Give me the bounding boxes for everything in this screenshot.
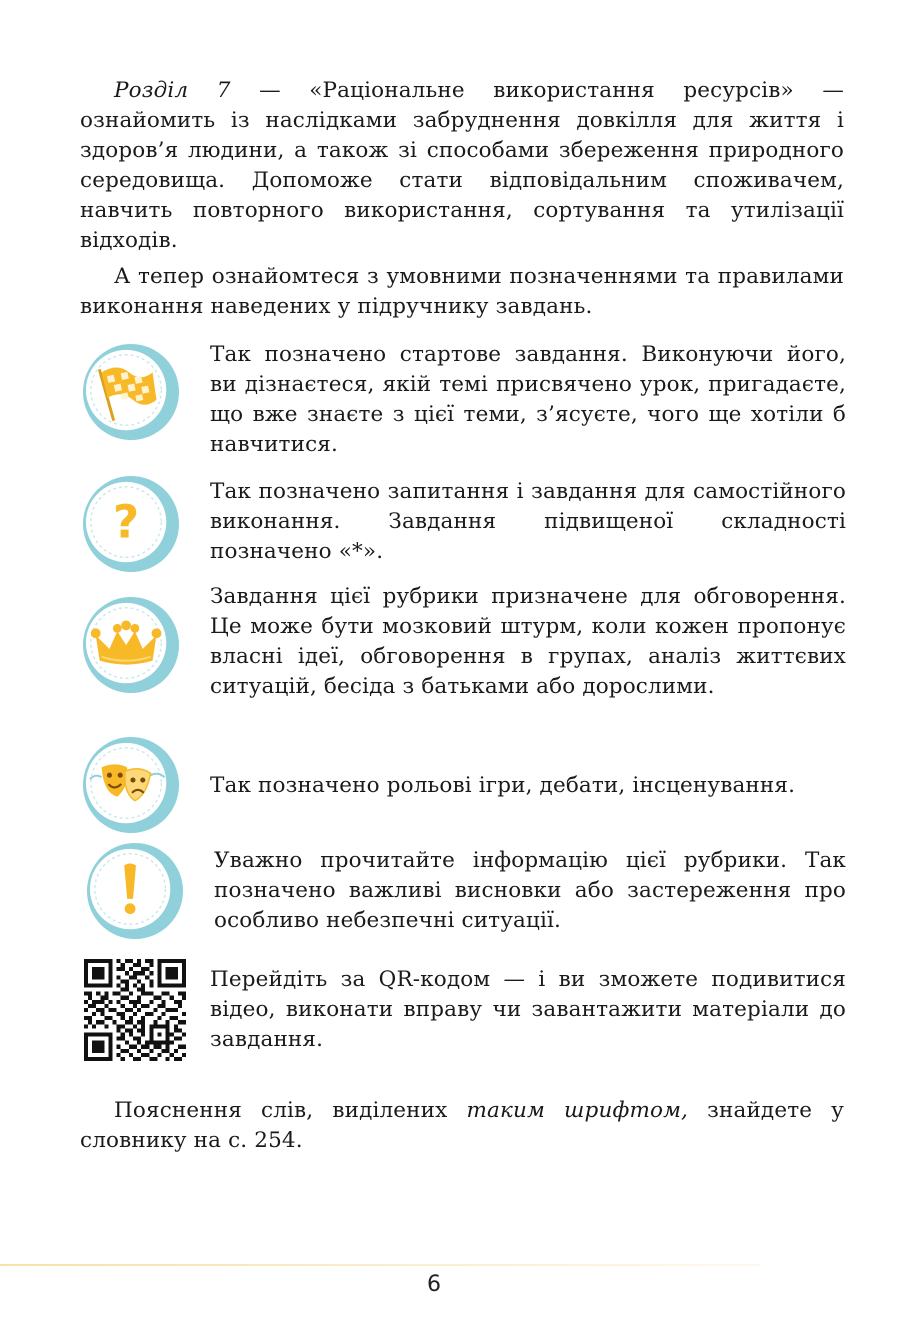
section-description: — «Раціональне використання ресурсів» — ознайомить із наслідками забруднення довкілля для життя і здоров’я людини, а також зі способами збереження природного середовища. Допоможе стати відповідальним споживачем, навчить повторного використання, сортування та утилізації відходів. xyxy=(80,78,845,253)
legend-text-role-play: Так позначено рольові ігри, дебати, інсценування. xyxy=(210,773,796,798)
footer-divider xyxy=(0,1264,760,1266)
svg-text:?: ? xyxy=(113,495,140,549)
glossary-text-before: Пояснення слів, виділених xyxy=(114,1098,467,1123)
legend-intro-text: А тепер ознайомтеся з умовними позначеннями та правилами виконання наведених у підручнику завдань. xyxy=(80,264,844,319)
section-label: Розділ 7 xyxy=(114,78,231,103)
glossary-text-after: знайдете у словнику на с. 254. xyxy=(80,1098,844,1153)
qr-code-icon[interactable] xyxy=(84,959,186,1061)
checkered-flag-icon xyxy=(82,343,180,441)
question-mark-icon xyxy=(82,475,180,573)
theater-masks-icon xyxy=(82,736,180,834)
crown-icon xyxy=(82,596,180,694)
legend-text-attention: Уважно прочитайте інформацію цієї рубрики. Так позначено важливі висновки або застереження про особливо небезпечні ситуації. xyxy=(214,848,846,933)
legend-text-self-study: Так позначено запитання і завдання для самостійного виконання. Завдання підвищеної складності позначено «*». xyxy=(210,479,846,564)
page-number: 6 xyxy=(427,1272,441,1297)
section-7-paragraph xyxy=(80,76,844,256)
legend-intro-paragraph xyxy=(80,262,844,322)
legend-text-discussion: Завдання цієї рубрики призначене для обговорення. Це може бути мозковий штурм, коли кожен пропонує власні ідеї, обговорення в групах, аналіз життєвих ситуацій, бесіда з батьками або дорослими. xyxy=(210,584,846,699)
legend-text-start-task: Так позначено стартове завдання. Виконуючи його, ви дізнаєтеся, якій темі присвячено урок, пригадаєте, що вже знаєте з цієї теми, з’ясуєте, чого ще хотіли б навчитися. xyxy=(210,342,846,457)
glossary-paragraph xyxy=(80,1096,844,1156)
legend-text-qr: Перейдіть за QR-кодом — і ви зможете подивитися відео, виконати вправу чи завантажити матеріали до завдання. xyxy=(210,967,846,1052)
glossary-italic-sample: таким шрифтом, xyxy=(466,1098,689,1123)
exclamation-mark-icon xyxy=(86,842,184,940)
